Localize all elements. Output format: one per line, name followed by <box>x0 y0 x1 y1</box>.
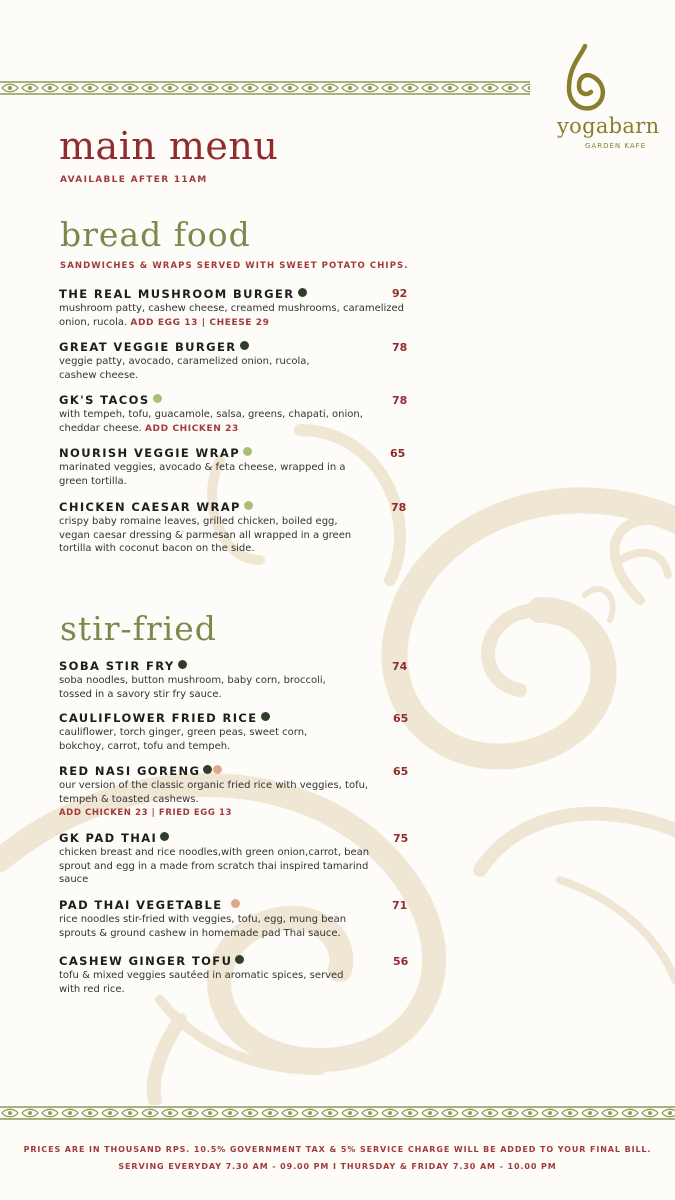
vegetarian-badge-icon <box>153 394 162 403</box>
vegan-badge-icon <box>261 712 270 721</box>
item-price: 74 <box>392 660 408 673</box>
vegetarian-badge-icon <box>244 501 253 510</box>
item-price: 78 <box>392 394 408 407</box>
menu-item <box>59 446 419 488</box>
pricing-note: PRICES ARE IN THOUSAND RPS. 10.5% GOVERNMENT TAX & 5% SERVICE CHARGE WILL BE ADDED TO YOUR FINAL BILL. <box>23 1145 652 1154</box>
item-description: marinated veggies, avocado & feta cheese, wrapped in a green tortilla. <box>59 462 346 487</box>
item-description: cauliflower, torch ginger, green peas, sweet corn, bokchoy, carrot, tofu and tempeh. <box>59 727 308 752</box>
vegan-badge-icon <box>298 288 307 297</box>
item-name: SOBA STIR FRY <box>59 659 175 673</box>
item-name: CAULIFLOWER FRIED RICE <box>59 711 258 725</box>
menu-item <box>59 711 419 753</box>
menu-item <box>59 500 419 556</box>
item-addon: ADD EGG 13 | CHEESE 29 <box>130 317 270 328</box>
item-name: GK'S TACOS <box>59 393 150 407</box>
section-title-stir-fried: stir-fried <box>60 609 217 648</box>
menu-item <box>59 393 419 436</box>
page-title: main menu <box>59 124 279 168</box>
menu-item <box>59 898 419 940</box>
item-name: NOURISH VEGGIE WRAP <box>59 446 241 460</box>
menu-item <box>59 831 419 887</box>
brand-name: yogabarn <box>557 114 660 138</box>
item-name: RED NASI GORENG <box>59 764 201 778</box>
serving-hours: SERVING EVERYDAY 7.30 AM - 09.00 PM I THURSDAY & FRIDAY 7.30 AM - 10.00 PM <box>118 1162 557 1171</box>
item-name: GK PAD THAI <box>59 831 158 845</box>
item-price: 65 <box>393 712 409 725</box>
item-addon: ADD CHICKEN 23 <box>144 423 239 434</box>
item-price: 65 <box>393 765 409 778</box>
item-price: 92 <box>392 287 408 300</box>
item-description: mushroom patty, cashew cheese, creamed mushrooms, caramelized onion, rucola. <box>59 303 405 328</box>
gluten-free-badge-icon <box>231 899 240 908</box>
menu-item <box>59 340 419 382</box>
item-price: 78 <box>392 341 408 354</box>
section-title-bread-food: bread food <box>60 215 251 254</box>
item-description: tofu & mixed veggies sautéed in aromatic spices, served with red rice. <box>59 970 344 995</box>
gluten-free-badge-icon <box>213 765 222 774</box>
menu-item <box>59 659 419 701</box>
vegan-badge-icon <box>240 341 249 350</box>
item-description: soba noodles, button mushroom, baby corn, broccoli, tossed in a savory stir fry sauce. <box>59 675 326 700</box>
menu-item <box>59 764 419 820</box>
item-price: 65 <box>390 447 406 460</box>
section-subtitle-bread-food: SANDWICHES & WRAPS SERVED WITH SWEET POTATO CHIPS. <box>60 261 409 271</box>
item-price: 56 <box>393 955 409 968</box>
item-name: CASHEW GINGER TOFU <box>59 954 233 968</box>
item-name: GREAT VEGGIE BURGER <box>59 340 237 354</box>
item-description: with tempeh, tofu, guacamole, salsa, greens, chapati, onion, cheddar cheese. <box>59 409 363 434</box>
menu-item <box>59 287 419 330</box>
item-name: PAD THAI VEGETABLE <box>59 898 223 912</box>
item-description: veggie patty, avocado, caramelized onion, rucola, cashew cheese. <box>59 356 310 381</box>
vegan-badge-icon <box>160 832 169 841</box>
brand-tagline: GARDEN KAFE <box>585 142 647 150</box>
item-description: crispy baby romaine leaves, grilled chicken, boiled egg, vegan caesar dressing & parmesan all wrapped in a green tortilla with coconut bacon on the side. <box>59 516 352 554</box>
item-description: chicken breast and rice noodles,with green onion,carrot, bean sprout and egg in a made from scratch thai inspired tamarind sauce <box>59 847 370 885</box>
item-name: CHICKEN CAESAR WRAP <box>59 500 241 514</box>
item-price: 75 <box>393 832 409 845</box>
availability-note: AVAILABLE AFTER 11AM <box>60 175 208 185</box>
item-price: 71 <box>392 899 408 912</box>
item-price: 78 <box>391 501 407 514</box>
bottom-ornamental-border <box>0 1105 675 1121</box>
vegan-badge-icon <box>203 765 212 774</box>
item-description: rice noodles stir-fried with veggies, tofu, egg, mung bean sprouts & ground cashew in homemade pad Thai sauce. <box>59 914 347 939</box>
item-description: our version of the classic organic fried rice with veggies, tofu, tempeh & toasted cashews. <box>59 780 369 805</box>
yogabarn-logo-icon <box>561 44 611 114</box>
vegan-badge-icon <box>178 660 187 669</box>
item-addon: ADD CHICKEN 23 | FRIED EGG 13 <box>59 808 233 818</box>
top-ornamental-border <box>0 80 530 96</box>
vegetarian-badge-icon <box>243 447 252 456</box>
vegan-badge-icon <box>235 955 244 964</box>
menu-item <box>59 954 419 996</box>
item-name: THE REAL MUSHROOM BURGER <box>59 287 295 301</box>
